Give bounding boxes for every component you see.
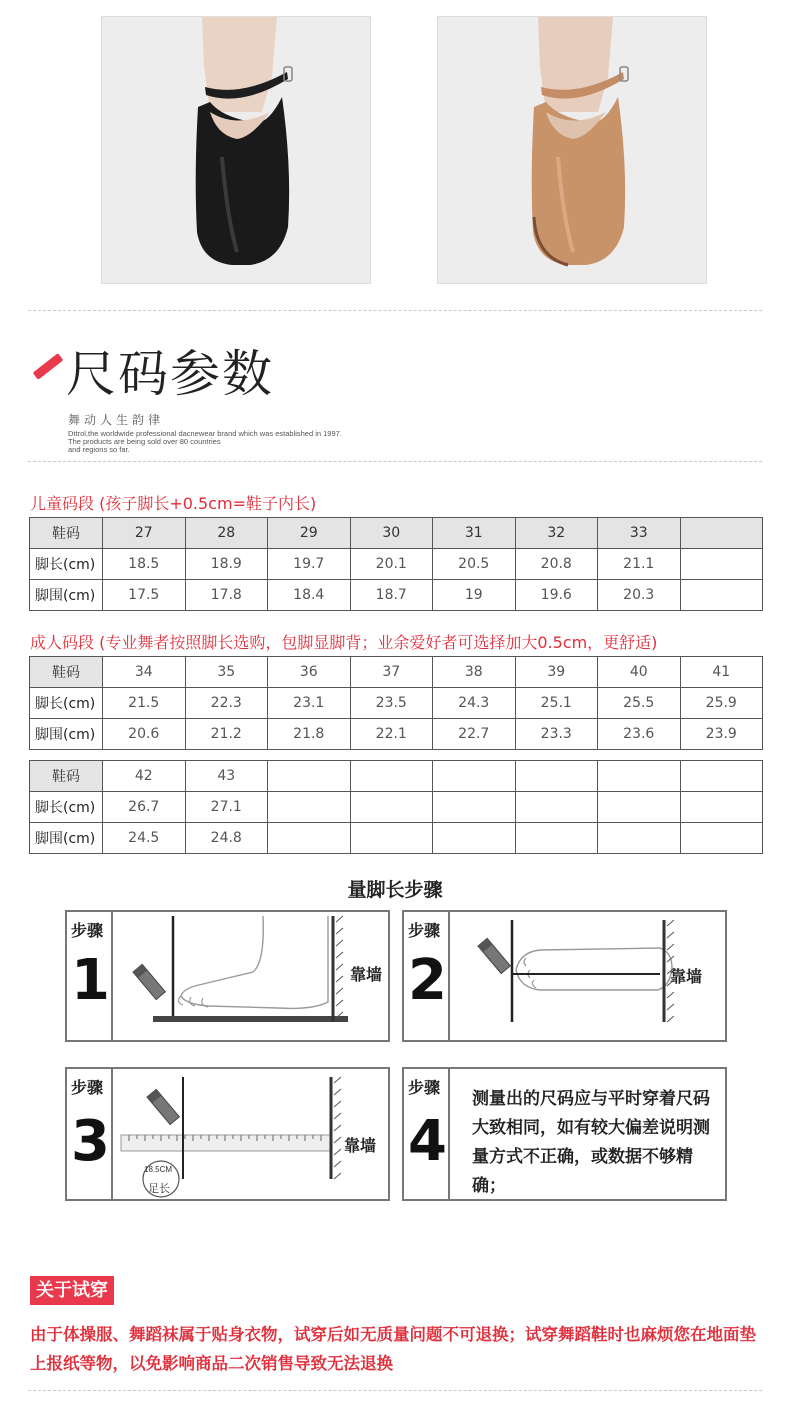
- table-cell: 23.6: [598, 719, 681, 750]
- table-cell: 21.5: [103, 688, 186, 719]
- table-cell: [433, 823, 516, 854]
- table-cell: 17.5: [103, 580, 186, 611]
- table-cell: [433, 792, 516, 823]
- header-cell: [680, 761, 763, 792]
- header-cell: 41: [680, 657, 763, 688]
- foot-side-illustration: [113, 912, 390, 1040]
- header-cell: [598, 761, 681, 792]
- step-4-box: [402, 1067, 727, 1201]
- title-accent-mark: [33, 353, 64, 380]
- row-header: 脚围(cm): [30, 719, 103, 750]
- tryon-heading: 关于试穿: [30, 1276, 114, 1305]
- table-cell: 18.5: [103, 549, 186, 580]
- section-title: 尺码参数: [66, 345, 274, 403]
- divider-bottom: [28, 1390, 762, 1391]
- step-2-box: [402, 910, 727, 1042]
- step-divider: [448, 1069, 450, 1199]
- header-cell: 34: [103, 657, 186, 688]
- table-cell: 26.7: [103, 792, 186, 823]
- header-cell: 39: [515, 657, 598, 688]
- row-header: 脚围(cm): [30, 823, 103, 854]
- header-cell: 30: [350, 518, 433, 549]
- black-shoe-photo: [101, 16, 371, 284]
- table-row: [30, 580, 763, 611]
- adult-size-label: 成人码段 (专业舞者按照脚长选购，包脚显脚背；业余爱好者可选择加大0.5cm，更舒适): [30, 633, 658, 652]
- table-cell: 19.7: [268, 549, 351, 580]
- ruler-value: 18.5CM: [144, 1165, 173, 1174]
- table-cell: [515, 823, 598, 854]
- header-cell: 鞋码: [30, 657, 103, 688]
- table-row: [30, 719, 763, 750]
- table-cell: [268, 792, 351, 823]
- header-cell: [268, 761, 351, 792]
- table-cell: 19: [433, 580, 516, 611]
- steps-title: 量脚长步骤: [347, 879, 443, 901]
- header-cell: 42: [103, 761, 186, 792]
- table-cell: 21.8: [268, 719, 351, 750]
- step-1-box: [65, 910, 390, 1042]
- nude-shoe-photo: [437, 16, 707, 284]
- table-cell: 27.1: [185, 792, 268, 823]
- step-3-box: [65, 1067, 390, 1201]
- table-row: [30, 549, 763, 580]
- step-number: 2: [408, 948, 447, 1013]
- table-cell: 23.5: [350, 688, 433, 719]
- header-cell: 32: [515, 518, 598, 549]
- step-label: 步骤: [71, 1078, 104, 1097]
- slogan: 舞动人生韵律: [68, 413, 165, 427]
- row-header: 脚围(cm): [30, 580, 103, 611]
- table-cell: [598, 792, 681, 823]
- table-row: [30, 688, 763, 719]
- table-cell: 22.3: [185, 688, 268, 719]
- table-cell: 20.5: [433, 549, 516, 580]
- row-header: 脚长(cm): [30, 792, 103, 823]
- table-cell: 20.8: [515, 549, 598, 580]
- table-cell: [515, 792, 598, 823]
- brand-line-1: Dttrol,the worldwide professional dacnewear brand which was established in 1997.: [68, 429, 342, 438]
- adult-size-table-1: [29, 656, 763, 750]
- header-cell: [680, 518, 763, 549]
- table-cell: 18.9: [185, 549, 268, 580]
- table-row: [30, 792, 763, 823]
- header-cell: 27: [103, 518, 186, 549]
- table-row: [30, 518, 763, 549]
- table-cell: [350, 792, 433, 823]
- table-cell: 25.5: [598, 688, 681, 719]
- wall-label: 靠墙: [350, 965, 383, 984]
- table-cell: [598, 823, 681, 854]
- table-cell: 21.1: [598, 549, 681, 580]
- table-cell: 19.6: [515, 580, 598, 611]
- ruler-label: 足长: [148, 1182, 170, 1195]
- step-label: 步骤: [408, 1078, 441, 1097]
- table-cell: [680, 549, 763, 580]
- table-cell: 21.2: [185, 719, 268, 750]
- table-row: [30, 823, 763, 854]
- adult-size-table-2: [29, 760, 763, 854]
- header-cell: 33: [598, 518, 681, 549]
- tryon-text: 由于体操服、舞蹈袜属于贴身衣物，试穿后如无质量问题不可退换；试穿舞蹈鞋时也麻烦您在地面垫上报纸等物，以免影响商品二次销售导致无法退换: [30, 1325, 756, 1373]
- table-cell: 20.1: [350, 549, 433, 580]
- step-number: 3: [71, 1109, 110, 1174]
- table-cell: 18.4: [268, 580, 351, 611]
- header-cell: 29: [268, 518, 351, 549]
- brand-line-2: The products are being sold over 80 countries: [68, 437, 221, 446]
- header-cell: [433, 761, 516, 792]
- table-cell: 22.7: [433, 719, 516, 750]
- table-cell: 25.1: [515, 688, 598, 719]
- table-cell: 23.1: [268, 688, 351, 719]
- table-cell: 20.3: [598, 580, 681, 611]
- table-cell: 23.3: [515, 719, 598, 750]
- header-cell: [350, 761, 433, 792]
- header-cell: 40: [598, 657, 681, 688]
- step-label: 步骤: [71, 921, 104, 940]
- header-cell: 43: [185, 761, 268, 792]
- step-label: 步骤: [408, 921, 441, 940]
- table-row: [30, 761, 763, 792]
- table-cell: 22.1: [350, 719, 433, 750]
- header-cell: 37: [350, 657, 433, 688]
- table-cell: 24.8: [185, 823, 268, 854]
- table-cell: 17.8: [185, 580, 268, 611]
- table-cell: 23.9: [680, 719, 763, 750]
- header-cell: 31: [433, 518, 516, 549]
- row-header: 脚长(cm): [30, 688, 103, 719]
- table-cell: 18.7: [350, 580, 433, 611]
- header-cell: [515, 761, 598, 792]
- table-cell: 24.3: [433, 688, 516, 719]
- row-header: 脚长(cm): [30, 549, 103, 580]
- table-row: [30, 657, 763, 688]
- wall-label: 靠墙: [670, 967, 703, 986]
- header-cell: 鞋码: [30, 761, 103, 792]
- header-cell: 38: [433, 657, 516, 688]
- table-cell: 25.9: [680, 688, 763, 719]
- header-cell: 28: [185, 518, 268, 549]
- step-4-text: 测量出的尺码应与平时穿着尺码大致相同，如有较大偏差说明测量方式不正确，或数据不够精确；: [472, 1089, 710, 1196]
- table-cell: [680, 823, 763, 854]
- step-number: 1: [71, 948, 110, 1013]
- brand-line-3: and regions so far.: [68, 445, 130, 454]
- children-size-table: [29, 517, 763, 611]
- wall-label: 靠墙: [344, 1136, 377, 1155]
- table-cell: 24.5: [103, 823, 186, 854]
- table-cell: 20.6: [103, 719, 186, 750]
- table-cell: [350, 823, 433, 854]
- table-cell: [680, 580, 763, 611]
- table-cell: [680, 792, 763, 823]
- header-cell: 35: [185, 657, 268, 688]
- step-number: 4: [408, 1109, 447, 1174]
- children-size-label: 儿童码段 (孩子脚长+0.5cm=鞋子内长): [30, 494, 317, 513]
- table-cell: [268, 823, 351, 854]
- header-cell: 鞋码: [30, 518, 103, 549]
- divider-top: [28, 310, 762, 311]
- divider-middle: [28, 461, 762, 462]
- header-cell: 36: [268, 657, 351, 688]
